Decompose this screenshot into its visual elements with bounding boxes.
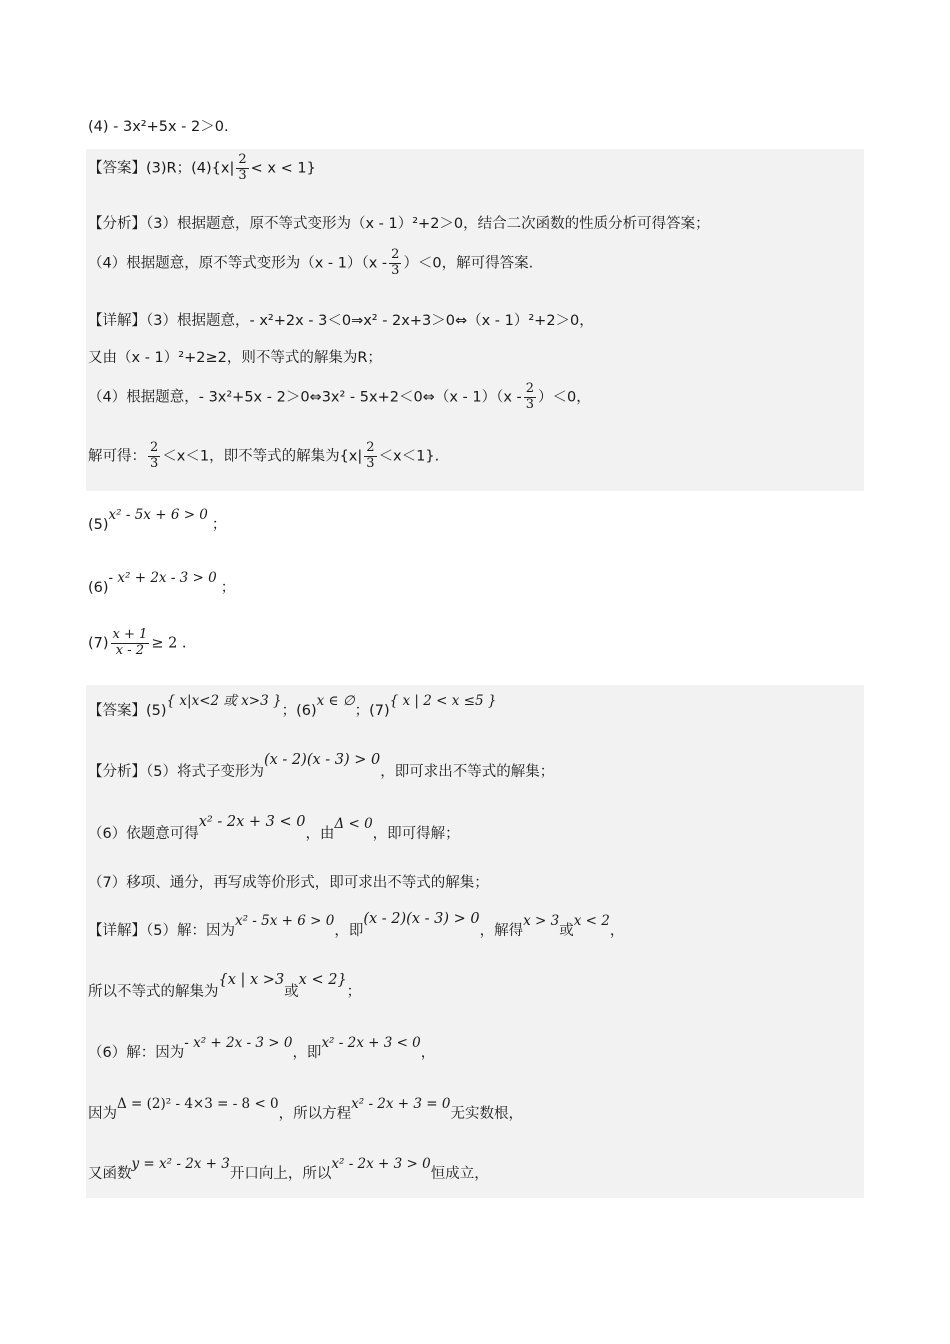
answer-text: (3)R；(4){x| — [146, 160, 235, 177]
detail-line-8 — [88, 1096, 523, 1123]
answer-line-1 — [88, 153, 316, 184]
detail-text: 或 — [559, 923, 574, 939]
math-expression: {x | x >3 — [218, 972, 285, 988]
analysis-text: （3）根据题意，原不等式变形为（x - 1）²+2＞0，结合二次函数的性质分析可得答案； — [146, 216, 710, 232]
analysis-text: ，由 — [305, 826, 335, 842]
fraction: $\frac{2}{3}$ — [366, 440, 375, 471]
detail-line-3 — [88, 382, 591, 413]
question-6 — [88, 570, 236, 597]
punctuation: ； — [211, 517, 227, 533]
math-expression: y = x² - 2x + 3 — [131, 1156, 230, 1172]
detail-text: （3）根据题意，- x²+2x - 3＜0⇒x² - 2x+3＞0⇔（x - 1）²+2＞0， — [146, 313, 594, 329]
math-expression: x² - 2x + 3 < 0 — [198, 814, 306, 830]
analysis-text: ，即可得解； — [372, 826, 460, 842]
math-expression: x < 2 — [573, 913, 610, 929]
analysis-line-4 — [88, 814, 460, 843]
math-expression: x² - 5x + 6 > 0 — [108, 507, 208, 523]
analysis-text: （4）根据题意，原不等式变形为（x - 1）（x - — [88, 255, 388, 272]
analysis-line-1 — [88, 216, 710, 233]
question-7 — [88, 628, 187, 659]
detail-line-6 — [88, 972, 362, 1001]
analysis-label: 【分析】 — [88, 216, 146, 232]
answer-part-label: (5) — [146, 703, 167, 719]
math-expression: x < 2} — [298, 972, 347, 988]
math-expression: ≥ 2 . — [151, 635, 187, 652]
math-expression: x² - 2x + 3 > 0 — [331, 1156, 431, 1172]
detail-text: （4）根据题意，- 3x²+5x - 2＞0⇔3x² - 5x+2＜0⇔（x - 1）（x - — [88, 389, 522, 406]
answer-part-label: ；(6) — [281, 703, 317, 719]
analysis-line-5: （7）移项、通分，再写成等价形式，即可求出不等式的解集； — [88, 875, 489, 891]
detail-text: （6）解：因为 — [88, 1045, 185, 1061]
fraction: $\frac{2}{3}$ — [525, 381, 535, 412]
detail-text: 开口向上，所以 — [229, 1166, 332, 1182]
detail-text: 解可得： — [88, 448, 146, 465]
detail-text: ＜x＜1，即不等式的解集为{x| — [162, 448, 363, 465]
detail-text: 所以不等式的解集为 — [88, 984, 219, 1000]
math-expression: (x - 2)(x - 3) > 0 — [363, 911, 480, 927]
math-expression: - x² + 2x - 3 > 0 — [108, 570, 217, 586]
math-expression: { x|x<2 或 x>3 } — [166, 693, 282, 709]
detail-line-9 — [88, 1156, 489, 1183]
detail-text: 因为 — [88, 1106, 117, 1122]
question-number: (6) — [88, 580, 109, 596]
detail-text-end: ＜x＜1}. — [378, 448, 440, 465]
detail-text: 恒成立， — [430, 1166, 489, 1182]
math-expression: x² - 5x + 6 > 0 — [234, 913, 335, 929]
fraction: $\frac{2}{3}$ — [150, 440, 159, 471]
math-expression: Δ = (2)² - 4×3 = - 8 < 0 — [117, 1096, 279, 1112]
analysis-text: ，即可求出不等式的解集； — [380, 764, 555, 780]
math-expression: x > 3 — [523, 913, 560, 929]
math-expression: x² - 2x + 3 = 0 — [351, 1096, 451, 1112]
math-expression: (x - 2)(x - 3) > 0 — [263, 752, 381, 768]
detail-line-7 — [88, 1035, 436, 1062]
detail-line-2: 又由（x - 1）²+2≥2，则不等式的解集为R； — [88, 350, 382, 366]
analysis-text: （5）将式子变形为 — [146, 764, 264, 780]
math-expression: x ∈ ∅ — [316, 693, 355, 709]
detail-text: 或 — [284, 984, 299, 1000]
detail-line-4 — [88, 441, 439, 472]
detail-label: 【详解】 — [88, 923, 146, 939]
punctuation: ； — [220, 580, 236, 596]
answer-line-2 — [88, 693, 497, 720]
answer-part-label: ；(7) — [354, 703, 390, 719]
fraction: $\frac{x + 1}{x - 2}$ — [112, 627, 148, 658]
detail-text: ，解得 — [479, 923, 524, 939]
detail-text-end: ）＜0， — [538, 389, 591, 406]
detail-text: ，即 — [334, 923, 364, 939]
math-expression: { x | 2 < x ≤5 } — [389, 693, 497, 709]
answer-text-end: < x < 1} — [250, 160, 316, 177]
answer-label: 【答案】 — [88, 703, 146, 719]
detail-line-1 — [88, 313, 594, 330]
analysis-label: 【分析】 — [88, 764, 146, 780]
detail-label: 【详解】 — [88, 313, 146, 329]
detail-text: ， — [420, 1045, 436, 1061]
detail-text: 无实数根， — [450, 1106, 523, 1122]
detail-text: ，即 — [292, 1045, 322, 1061]
math-expression: - x² + 2x - 3 > 0 — [184, 1035, 293, 1051]
fraction: $\frac{2}{3}$ — [238, 152, 247, 183]
question-5 — [88, 507, 227, 534]
detail-line-5 — [88, 911, 625, 940]
fraction: $\frac{2}{3}$ — [391, 247, 400, 278]
math-expression: x² - 2x + 3 < 0 — [321, 1035, 421, 1051]
detail-text: 又函数 — [88, 1166, 132, 1182]
detail-text: ， — [609, 923, 625, 939]
answer-label: 【答案】 — [88, 160, 146, 177]
question-number: (7) — [88, 635, 109, 652]
question-4: (4) - 3x²+5x - 2＞0. — [88, 119, 229, 135]
detail-text: ； — [346, 984, 362, 1000]
question-number: (5) — [88, 517, 109, 533]
detail-text: ，所以方程 — [278, 1106, 352, 1122]
analysis-text-end: ）＜0，解可得答案. — [403, 255, 534, 272]
math-expression: Δ < 0 — [334, 816, 373, 832]
analysis-line-2 — [88, 248, 533, 279]
detail-text: （5）解：因为 — [146, 923, 235, 939]
analysis-line-3 — [88, 752, 555, 781]
analysis-text: （6）依题意可得 — [88, 826, 199, 842]
